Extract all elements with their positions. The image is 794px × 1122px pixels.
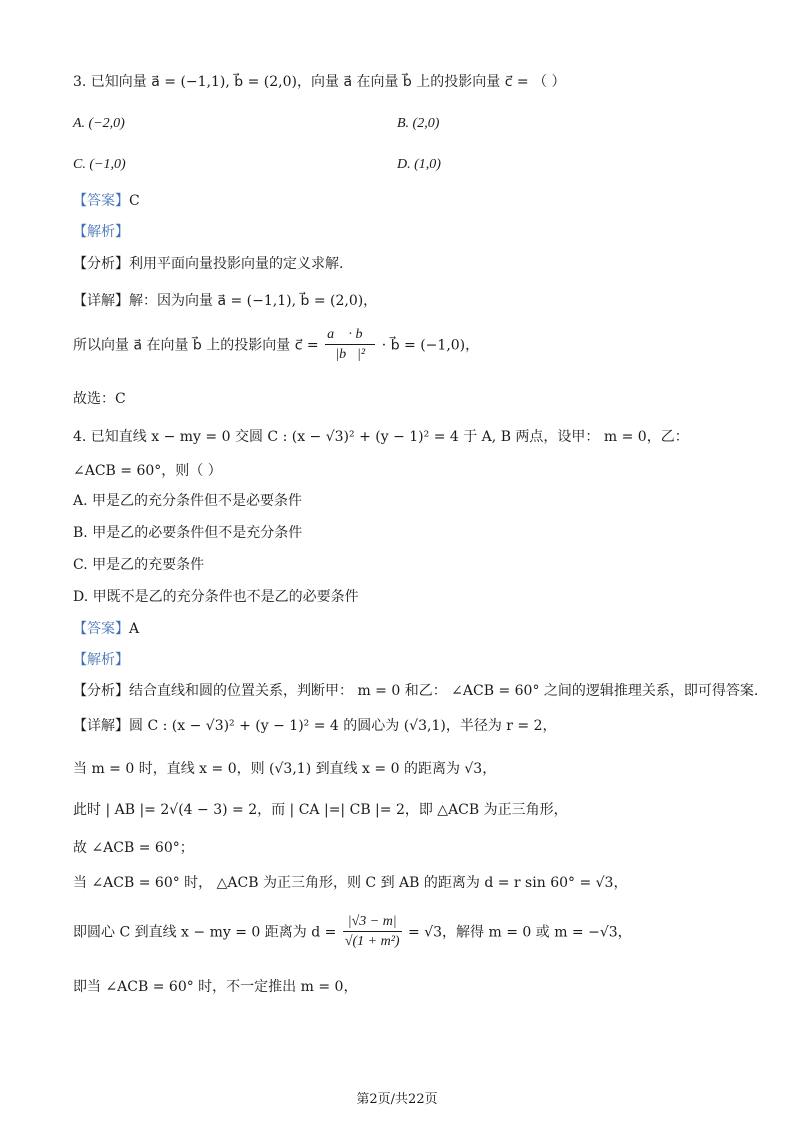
q4-fenxi-text: 结合直线和圆的位置关系，判断甲： m = 0 和乙： ∠ACB = 60° 之间的逻辑推理关系，即可得答案. [129,683,759,699]
q4-answer [73,619,139,639]
answer-tag: 【答案】 [73,193,129,209]
answer-tag: 【答案】 [73,621,129,637]
q4-step-5-prefix: 即圆心 C 到直线 x − my = 0 距离为 d = [73,924,337,941]
q4-distance-numerator: |√3 − m| [343,913,402,932]
q4-stem-line-2: ∠ACB = 60°，则（ ） [73,463,222,479]
q4-option-d: D. 甲既不是乙的充分条件也不是乙的必要条件 [73,589,359,605]
q3-detail-text: 解：因为向量 a⃗ = (−1,1), b⃗ = (2,0)， [129,293,378,309]
q3-proj-fraction [325,326,375,365]
q3-fenxi [73,254,343,274]
q4-distance-denominator: √(1 + m²) [344,934,400,949]
q3-proj-suffix: · b⃗ = (−1,0)， [381,337,480,354]
q3-proj-denominator: |b⃗|² [335,347,366,362]
q3-conclusion: 故选：C [73,391,126,407]
q4-step-2: 此时 | AB |= 2√(4 − 3) = 2，而 | CA |=| CB |= 2，即 △ACB 为正三角形， [73,802,568,818]
q4-answer-value: A [129,621,140,637]
q4-fenxi [73,681,758,701]
q4-option-b: B. 甲是乙的必要条件但不是充分条件 [73,525,303,541]
q3-answer-value: C [129,193,140,209]
q4-distance-fraction [343,913,402,952]
q3-fenxi-text: 利用平面向量投影向量的定义求解. [129,256,344,272]
q3-proj-numerator: a⃗ · b⃗ [325,326,375,345]
q4-step-6: 即当 ∠ACB = 60° 时，不一定推出 m = 0， [73,979,358,995]
q4-step-3: 故 ∠ACB = 60°； [73,840,194,856]
fenxi-tag: 【分析】 [73,256,129,272]
q4-detail-text: 圆 C : (x − √3)² + (y − 1)² = 4 的圆心为 (√3,1)，半径为 r = 2， [129,718,557,734]
fenxi-tag: 【分析】 [73,683,129,699]
q4-analysis-tag: 【解析】 [73,652,129,668]
q3-stem: 3. 已知向量 a⃗ = (−1,1), b⃗ = (2,0)，向量 a⃗ 在向量 b⃗ 上的投影向量 c⃗ = （ ） [73,74,566,90]
q4-option-c: C. 甲是乙的充要条件 [73,557,205,573]
q4-step-1: 当 m = 0 时，直线 x = 0，则 (√3,1) 到直线 x = 0 的距离为 √3， [73,761,497,777]
q4-step-5-suffix: = √3，解得 m = 0 或 m = −√3， [408,924,632,941]
q3-option-b: B. (2,0) [397,116,440,131]
q3-analysis-tag: 【解析】 [73,224,129,240]
q3-answer [73,191,140,211]
q3-projection-formula [73,326,479,365]
q4-stem-line-1: 4. 已知直线 x − my = 0 交圆 C : (x − √3)² + (y − 1)² = 4 于 A, B 两点，设甲： m = 0，乙： [73,429,689,445]
detail-tag: 【详解】 [73,718,129,734]
q3-option-a: A. (−2,0) [73,116,125,131]
q4-step-5 [73,913,632,952]
q3-proj-prefix: 所以向量 a⃗ 在向量 b⃗ 上的投影向量 c⃗ = [73,337,319,354]
q4-option-a: A. 甲是乙的充分条件但不是必要条件 [73,493,303,509]
q4-step-4: 当 ∠ACB = 60° 时， △ACB 为正三角形，则 C 到 AB 的距离为 d = r sin 60° = √3， [73,875,628,891]
q3-option-c: C. (−1,0) [73,157,126,172]
q3-option-d: D. (1,0) [397,157,441,172]
q3-detail [73,291,377,311]
page-footer: 第2页/共22页 [356,1092,438,1107]
q4-detail [73,716,557,736]
detail-tag: 【详解】 [73,293,129,309]
